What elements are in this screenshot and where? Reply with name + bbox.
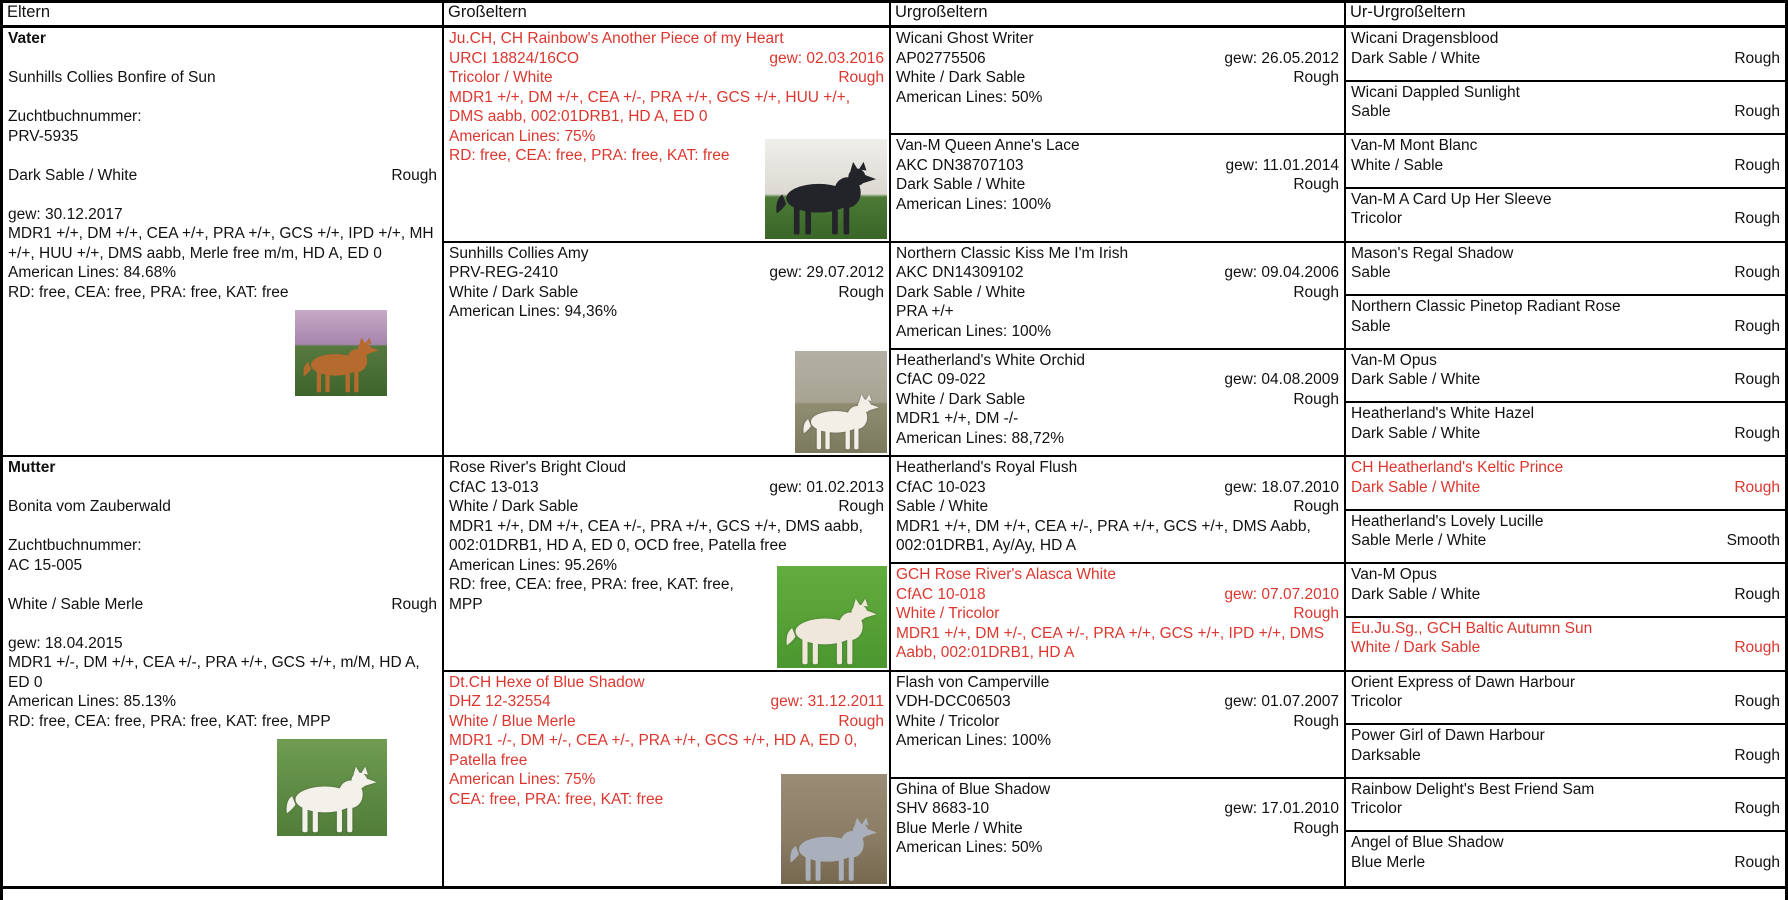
gg-grandparent-cell-13 [1346, 672, 1785, 726]
studbook-number: AC 15-005 [8, 556, 83, 574]
coat-type: Rough [1293, 283, 1339, 301]
dog-photo [295, 310, 387, 396]
dog-name: Heatherland's White Orchid [896, 351, 1086, 369]
parent-role: Mutter [8, 459, 56, 476]
coat-type: Rough [838, 283, 884, 301]
great-grandparent-cell-5 [891, 457, 1344, 564]
grandparent-cell-2 [444, 243, 889, 458]
birth-date: gew: 07.07.2010 [1224, 585, 1339, 603]
dog-name: Flash von Camperville [896, 673, 1050, 691]
color-type: Dark Sable / White [1351, 371, 1481, 389]
dog-name: Dt.CH Hexe of Blue Shadow [449, 673, 645, 691]
genetics-line: MDR1 +/+, DM +/-, CEA +/-, PRA +/+, GCS +/+, IPD +/+, DMS Aabb, 002:01DRB1, HD A [896, 624, 1325, 662]
great-grandparent-cell-4 [891, 350, 1344, 457]
coat-type: Rough [1293, 819, 1339, 837]
great-grandparent-cell-2 [891, 135, 1344, 242]
dog-name: Power Girl of Dawn Harbour [1351, 727, 1545, 745]
reg-number: PRV-REG-2410 [449, 264, 559, 281]
reg-number: AKC DN14309102 [896, 264, 1024, 281]
gg-grandparent-cell-8 [1346, 403, 1785, 457]
great-grandparent-cell-7 [891, 672, 1344, 779]
american-lines: American Lines: 88,72% [896, 429, 1065, 447]
birth-date: gew: 04.08.2009 [1224, 371, 1339, 389]
genetics-line: MDR1 -/-, DM +/-, CEA +/-, PRA +/+, GCS +/+, HD A, ED 0, Patella free [449, 732, 858, 769]
dog-name: Van-M Mont Blanc [1351, 137, 1478, 155]
coat-type: Rough [1734, 156, 1780, 174]
dog-name: Eu.Ju.Sg., GCH Baltic Autumn Sun [1351, 619, 1593, 637]
eye-tests: RD: free, CEA: free, PRA: free, KAT: free, MPP [8, 712, 331, 730]
dog-name: Orient Express of Dawn Harbour [1351, 673, 1575, 691]
great-grandparent-cell-1 [891, 28, 1344, 135]
coat-type: Smooth [1726, 532, 1780, 550]
dog-photo [795, 351, 887, 453]
coat-type: Rough [1293, 498, 1339, 515]
reg-number: DHZ 12-32554 [449, 693, 551, 710]
birth-date: gew: 30.12.2017 [8, 205, 123, 223]
column-header-eltern: Eltern [3, 3, 444, 28]
eye-tests: RD: free, CEA: free, PRA: free, KAT: free [8, 283, 289, 301]
color-type: White / Dark Sable [449, 498, 579, 515]
coat-type: Rough [1293, 712, 1339, 730]
header-row [3, 3, 1785, 28]
dog-name: Rose River's Bright Cloud [449, 459, 626, 476]
gg-grandparent-cell-12 [1346, 618, 1785, 672]
mutter-cell [3, 457, 442, 886]
reg-number: URCI 18824/16CO [449, 49, 580, 67]
color-type: Dark Sable / White [1351, 585, 1481, 603]
coat-type: Rough [1734, 103, 1780, 121]
parents-column [3, 28, 444, 886]
american-lines: American Lines: 100% [896, 732, 1052, 749]
coat-type: Rough [838, 498, 884, 515]
genetics-line: MDR1 +/+, DM -/- [896, 410, 1019, 428]
coat-type: Rough [1734, 800, 1780, 818]
grandparent-cell-1 [444, 28, 889, 243]
color-type: Sable [1351, 103, 1391, 121]
coat-type: Rough [1734, 210, 1780, 228]
dog-name: Heatherland's Royal Flush [896, 459, 1078, 476]
column-header-ur-urgrosseltern: Ur-Urgroßeltern [1346, 3, 1785, 28]
color-type: Sable [1351, 317, 1391, 335]
table-left-border-continuation [0, 886, 3, 900]
dog-name: Wicani Dragensblood [1351, 30, 1499, 47]
dog-name: Van-M Queen Anne's Lace [896, 137, 1080, 155]
color-type: Dark Sable / White [896, 283, 1026, 301]
reg-number: CfAC 13-013 [449, 478, 539, 496]
coat-type: Rough [1734, 371, 1780, 389]
reg-number: VDH-DCC06503 [896, 693, 1011, 710]
eye-tests: CEA: free, PRA: free, KAT: free [449, 790, 664, 808]
color-type: Blue Merle [1351, 853, 1426, 871]
reg-number: SHV 8683-10 [896, 800, 990, 818]
studbook-number: PRV-5935 [8, 127, 79, 145]
color-type: White / Dark Sable [449, 283, 579, 301]
gg-grandparent-cell-10 [1346, 511, 1785, 565]
color-type: White / Dark Sable [896, 390, 1026, 408]
birth-date: gew: 18.07.2010 [1224, 478, 1339, 496]
coat-type: Rough [1734, 853, 1780, 871]
parent-role: Vater [8, 30, 46, 47]
american-lines: American Lines: 50% [896, 839, 1043, 857]
reg-number: AP02775506 [896, 49, 986, 67]
reg-number: CfAC 09-022 [896, 371, 986, 389]
dog-name: Van-M Opus [1351, 351, 1437, 369]
studbook-label: Zuchtbuchnummer: [8, 537, 142, 554]
color-type: Darksable [1351, 746, 1421, 764]
american-lines: American Lines: 75% [449, 771, 596, 788]
vater-cell [3, 28, 442, 457]
birth-date: gew: 02.03.2016 [769, 49, 884, 67]
column-header-grosseltern: Großeltern [444, 3, 891, 28]
dog-name: Wicani Ghost Writer [896, 30, 1034, 47]
coat-type: Rough [1734, 264, 1780, 281]
american-lines: American Lines: 50% [896, 88, 1043, 106]
dog-name: Van-M Opus [1351, 566, 1437, 584]
gg-grandparent-cell-7 [1346, 350, 1785, 404]
color-type: Sable [1351, 264, 1391, 281]
american-lines: American Lines: 84.68% [8, 264, 177, 281]
dog-photo [781, 774, 887, 884]
gg-grandparent-cell-4 [1346, 189, 1785, 243]
genetics-line: PRA +/+ [896, 303, 954, 320]
reg-number: AKC DN38707103 [896, 156, 1024, 174]
studbook-label: Zuchtbuchnummer: [8, 108, 142, 125]
pedigree-body [3, 28, 1785, 886]
coat-type: Rough [1734, 317, 1780, 335]
color-type: Tricolor [1351, 693, 1403, 710]
gg-grandparent-cell-15 [1346, 779, 1785, 833]
genetics-line: MDR1 +/+, DM +/+, CEA +/-, PRA +/+, GCS +/+, HUU +/+, DMS aabb, 002:01DRB1, HD A, ED 0 [449, 88, 851, 125]
american-lines: American Lines: 100% [896, 195, 1052, 213]
coat-type: Rough [838, 69, 884, 86]
dog-name: Mason's Regal Shadow [1351, 244, 1514, 262]
dog-name: Ghina of Blue Shadow [896, 780, 1051, 798]
dog-name: Van-M A Card Up Her Sleeve [1351, 190, 1552, 208]
gg-grandparent-cell-3 [1346, 135, 1785, 189]
dog-name: Heatherland's White Hazel [1351, 405, 1535, 423]
column-header-urgrosseltern: Urgroßeltern [891, 3, 1346, 28]
color-type: White / Sable [1351, 156, 1444, 174]
eye-tests: RD: free, CEA: free, PRA: free, KAT: free [449, 147, 730, 164]
color-type: Dark Sable / White [1351, 424, 1481, 442]
color-type: Tricolor / White [449, 69, 553, 86]
gg-grandparent-cell-1 [1346, 28, 1785, 82]
american-lines: American Lines: 75% [449, 127, 596, 145]
gg-grandparent-cell-14 [1346, 725, 1785, 779]
gg-grandparent-cell-6 [1346, 296, 1785, 350]
color-type: White / Blue Merle [449, 712, 576, 730]
dog-name: Northern Classic Kiss Me I'm Irish [896, 244, 1129, 262]
great-grandparent-cell-3 [891, 243, 1344, 350]
birth-date: gew: 01.02.2013 [769, 478, 884, 496]
gg-grandparent-cell-5 [1346, 243, 1785, 297]
color-type: Sable / White [896, 498, 989, 515]
coat-type: Rough [1734, 693, 1780, 710]
color-type: White / Dark Sable [1351, 639, 1481, 657]
genetics-line: MDR1 +/+, DM +/+, CEA +/+, PRA +/+, GCS +/+, IPD +/+, MH +/+, HUU +/+, DMS aabb, Merle free m/m, HD A, ED 0 [8, 225, 434, 262]
american-lines: American Lines: 94,36% [449, 303, 618, 320]
birth-date: gew: 11.01.2014 [1225, 156, 1339, 174]
color-type: White / Dark Sable [896, 69, 1026, 86]
color-type: Blue Merle / White [896, 819, 1023, 837]
dog-name: Sunhills Collies Amy [449, 244, 589, 262]
color-type: White / Tricolor [896, 712, 1000, 730]
color-type: Dark Sable / White [896, 176, 1026, 194]
genetics-line: MDR1 +/+, DM +/+, CEA +/-, PRA +/+, GCS +/+, DMS aabb, 002:01DRB1, HD A, ED 0, OCD free, Patella free [449, 517, 863, 554]
american-lines: American Lines: 85.13% [8, 693, 177, 710]
gg-grandparent-cell-16 [1346, 832, 1785, 886]
reg-number: CfAC 10-023 [896, 478, 986, 496]
genetics-line: MDR1 +/-, DM +/+, CEA +/-, PRA +/+, GCS +/+, m/M, HD A, ED 0 [8, 654, 420, 691]
gg-grandparent-cell-9 [1346, 457, 1785, 511]
coat-type: Rough [1293, 390, 1339, 408]
birth-date: gew: 17.01.2010 [1224, 800, 1339, 818]
color-type: Dark Sable / White [1351, 478, 1481, 496]
birth-date: gew: 26.05.2012 [1224, 49, 1339, 67]
eye-tests: RD: free, CEA: free, PRA: free, KAT: free, MPP [449, 576, 734, 613]
american-lines: American Lines: 100% [896, 322, 1052, 340]
color-type: Tricolor [1351, 210, 1403, 228]
color-type: Dark Sable / White [8, 166, 138, 184]
genetics-line: MDR1 +/+, DM +/+, CEA +/-, PRA +/+, GCS +/+, DMS Aabb, 002:01DRB1, Ay/Ay, HD A [896, 517, 1311, 554]
dog-name: Sunhills Collies Bonfire of Sun [8, 69, 216, 86]
grandparent-cell-4 [444, 672, 889, 887]
color-type: White / Sable Merle [8, 595, 144, 613]
gg-grandparent-cell-2 [1346, 82, 1785, 136]
coat-type: Rough [1734, 639, 1780, 657]
dog-name: Rainbow Delight's Best Friend Sam [1351, 780, 1595, 798]
reg-number: CfAC 10-018 [896, 585, 986, 603]
dog-name: Bonita vom Zauberwald [8, 498, 171, 515]
dog-name: Angel of Blue Shadow [1351, 834, 1504, 852]
color-type: White / Tricolor [896, 605, 1000, 623]
birth-date: gew: 31.12.2011 [770, 693, 884, 710]
great-grandparents-column [891, 28, 1346, 886]
great-grandparent-cell-6 [891, 564, 1344, 671]
color-type: Dark Sable / White [1351, 49, 1481, 67]
birth-date: gew: 01.07.2007 [1224, 693, 1339, 710]
color-type: Tricolor [1351, 800, 1403, 818]
great-great-grandparents-column [1346, 28, 1785, 886]
coat-type: Rough [1734, 478, 1780, 496]
dog-name: Ju.CH, CH Rainbow's Another Piece of my Heart [449, 30, 784, 47]
dog-photo [277, 739, 387, 836]
coat-type: Rough [1293, 176, 1339, 194]
birth-date: gew: 29.07.2012 [769, 264, 884, 281]
dog-photo [777, 566, 887, 668]
coat-type: Rough [391, 595, 437, 613]
dog-name: CH Heatherland's Keltic Prince [1351, 459, 1564, 476]
coat-type: Rough [1293, 605, 1339, 623]
coat-type: Rough [1734, 424, 1780, 442]
dog-photo [765, 139, 887, 239]
color-type: Sable Merle / White [1351, 532, 1487, 550]
birth-date: gew: 09.04.2006 [1224, 264, 1339, 281]
grandparents-column [444, 28, 891, 886]
dog-name: Northern Classic Pinetop Radiant Rose [1351, 298, 1621, 316]
coat-type: Rough [1734, 49, 1780, 67]
coat-type: Rough [391, 166, 437, 184]
grandparent-cell-3 [444, 457, 889, 672]
great-grandparent-cell-8 [891, 779, 1344, 886]
coat-type: Rough [1293, 69, 1339, 86]
gg-grandparent-cell-11 [1346, 564, 1785, 618]
coat-type: Rough [1734, 585, 1780, 603]
dog-name: GCH Rose River's Alasca White [896, 566, 1117, 584]
birth-date: gew: 18.04.2015 [8, 634, 123, 652]
dog-name: Wicani Dappled Sunlight [1351, 83, 1520, 101]
coat-type: Rough [1734, 746, 1780, 764]
dog-name: Heatherland's Lovely Lucille [1351, 512, 1544, 530]
coat-type: Rough [838, 712, 884, 730]
american-lines: American Lines: 95.26% [449, 556, 618, 574]
